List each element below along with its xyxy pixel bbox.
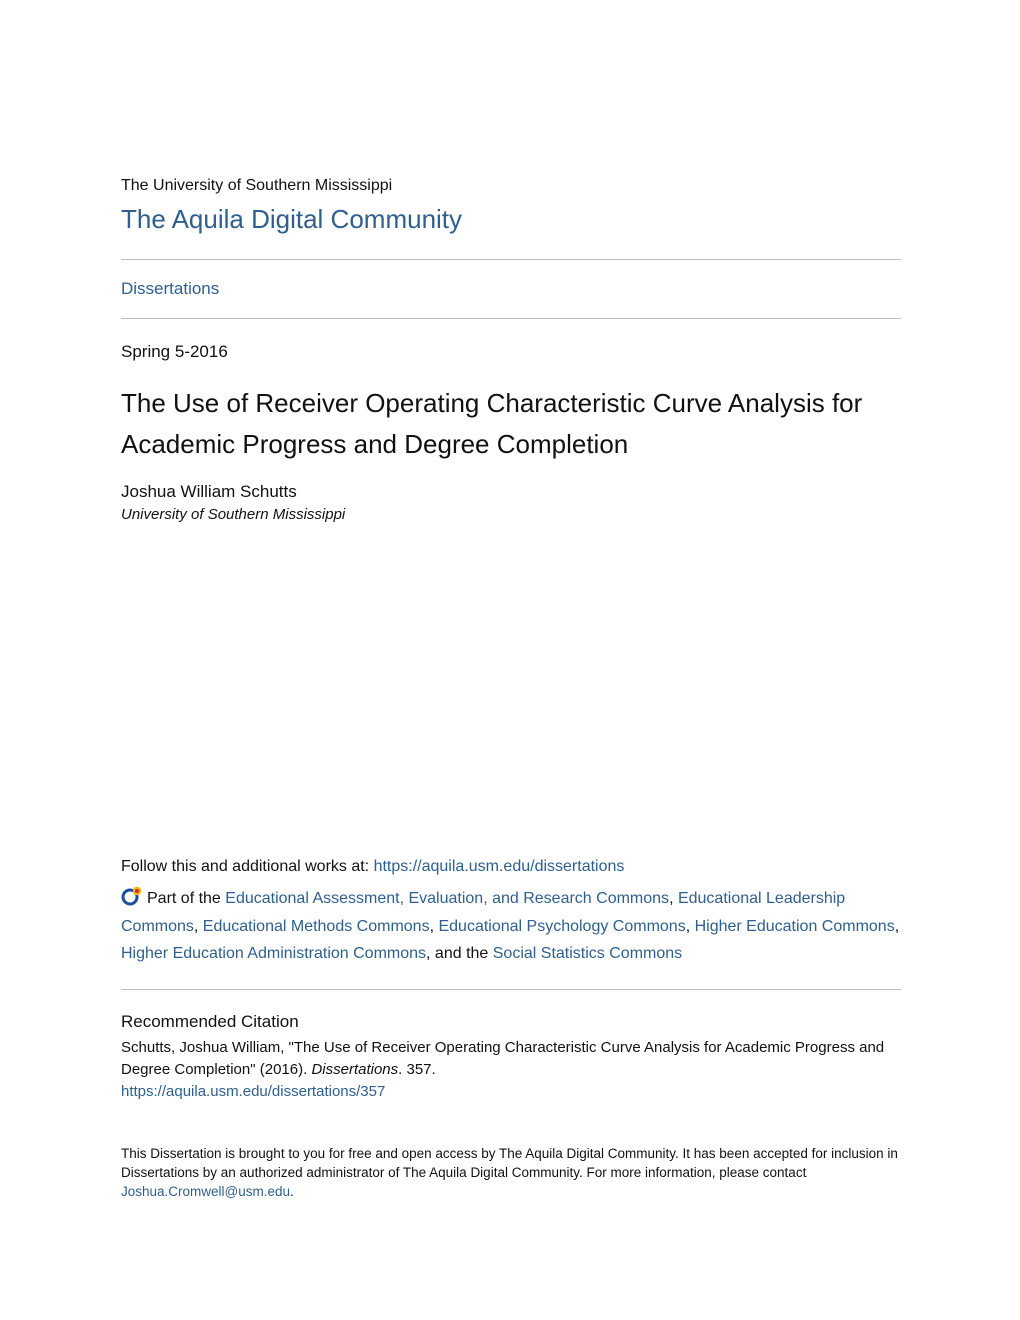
contact-email-link[interactable]: Joshua.Cromwell@usm.edu xyxy=(121,1184,291,1199)
citation-journal: Dissertations xyxy=(311,1061,399,1078)
institution-name: The University of Southern Mississippi xyxy=(121,177,393,194)
citation-heading: Recommended Citation xyxy=(121,1012,299,1031)
commons-link[interactable]: Educational Leadership Commons xyxy=(121,890,846,935)
network-icon xyxy=(121,886,145,906)
commons-link[interactable]: Higher Education Administration Commons xyxy=(121,945,427,962)
part-of-commons: Part of the Educational Assessment, Evaluation, and Research Commons, Educational Leadership Commons, Educational Methods Commons, Educational Psychology Commons, Higher Education Commons, Higher Education Administration Commons, and the Social Statistics Commons xyxy=(121,885,901,968)
divider-middle xyxy=(121,318,901,319)
commons-link[interactable]: Educational Assessment, Evaluation, and Research Commons xyxy=(225,890,670,907)
publication-date: Spring 5-2016 xyxy=(121,342,228,361)
part-of-prefix: Part of the xyxy=(147,890,226,907)
footer-note: This Dissertation is brought to you for free and open access by The Aquila Digital Community. It has been accepted for inclusion in Dissertations by an authorized administrator of The Aquila Digital Community. For more information, please contact Joshua.Cromwell@usm.edu. xyxy=(121,1146,898,1199)
document-title: The Use of Receiver Operating Characteristic Curve Analysis for Academic Progress and Degree Completion xyxy=(121,388,863,459)
author-affiliation: University of Southern Mississippi xyxy=(121,506,346,523)
commons-link[interactable]: Educational Methods Commons xyxy=(202,917,430,935)
site-name-link[interactable]: The Aquila Digital Community xyxy=(121,204,463,234)
citation-url-link[interactable]: https://aquila.usm.edu/dissertations/357 xyxy=(121,1083,386,1100)
dissertations-url-link[interactable]: https://aquila.usm.edu/dissertations xyxy=(373,858,625,875)
follow-line xyxy=(121,858,624,876)
citation-text: Schutts, Joshua William, "The Use of Receiver Operating Characteristic Curve Analysis for Academic Progress and Degree Completion" (2016). Dissertations. 357. https://aquila.usm.edu/dissertations/357 xyxy=(121,1039,885,1100)
commons-link[interactable]: Higher Education Commons xyxy=(694,917,895,935)
commons-link[interactable]: Educational Psychology Commons xyxy=(438,917,686,935)
divider-top xyxy=(121,259,901,260)
author-name: Joshua William Schutts xyxy=(121,482,297,501)
commons-link[interactable]: Social Statistics Commons xyxy=(492,945,683,962)
divider-bottom xyxy=(121,989,901,990)
series-link[interactable]: Dissertations xyxy=(121,279,220,298)
follow-label: Follow this and additional works at: xyxy=(121,858,374,875)
